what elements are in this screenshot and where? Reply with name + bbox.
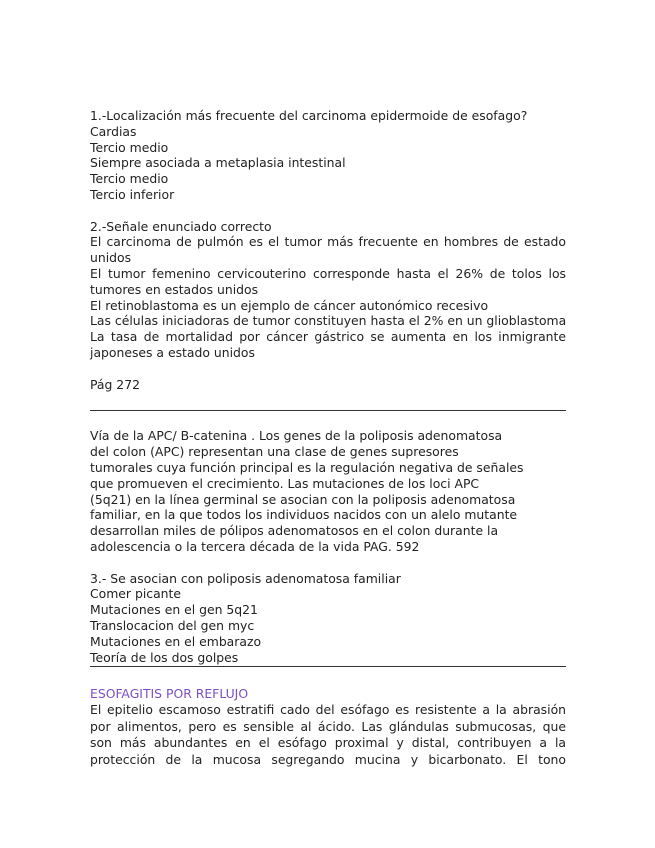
question-2 — [90, 219, 566, 361]
page-reference: Pág 272 — [90, 376, 140, 392]
reflux-heading: ESOFAGITIS POR REFLUJO — [90, 686, 249, 702]
question-1 — [90, 108, 566, 203]
question-2-line: El tumor femenino cervicouterino corresponde hasta el 26% de tolos los — [90, 265, 566, 281]
spacer — [90, 203, 566, 219]
question-1-option: Cardias — [90, 123, 137, 139]
spacer — [90, 667, 566, 686]
apc-line: familiar, en la que todos los individuos nacidos con un alelo mutante — [90, 507, 518, 523]
reflux-line: son más abundantes en el esófago proximal y distal, contribuyen a la — [90, 735, 566, 751]
question-3-option: Mutaciones en el gen 5q21 — [90, 602, 258, 618]
question-2-line: japoneses a estado unidos — [90, 344, 255, 360]
apc-line: Vía de la APC/ Β-catenina . Los genes de la poliposis adenomatosa — [90, 428, 503, 444]
question-1-option: Siempre asociada a metaplasia intestinal — [90, 155, 346, 171]
question-2-line: unidos — [90, 250, 132, 266]
question-1-option: Tercio inferior — [90, 186, 175, 202]
reflux-section — [90, 686, 566, 768]
question-3-text: 3.- Se asocian con poliposis adenomatosa familiar — [90, 570, 401, 586]
spacer — [90, 361, 566, 377]
question-3-option: Comer picante — [90, 586, 182, 602]
question-3-option: Teoría de los dos golpes — [90, 649, 239, 665]
question-2-line: Las células iniciadoras de tumor constituyen hasta el 2% en un glioblastoma — [90, 313, 567, 329]
document-page — [90, 108, 566, 768]
apc-paragraph — [90, 428, 566, 554]
reflux-paragraph — [90, 702, 566, 768]
apc-line: (5q21) en la línea germinal se asocian con la poliposis adenomatosa — [90, 491, 516, 507]
apc-line: desarrollan miles de pólipos adenomatosos en el colon durante la — [90, 523, 499, 539]
question-1-option: Tercio medio — [90, 171, 169, 187]
apc-line: que promueven el crecimiento. Las mutaciones de los loci APC — [90, 475, 480, 491]
question-3-option: Translocacion del gen myc — [90, 617, 255, 633]
apc-line: del colon (APC) representan una clase de genes supresores — [90, 444, 459, 460]
reflux-line: por alimentos, pero es sensible al ácido. Las glándulas submucosas, que — [90, 718, 566, 734]
apc-line: tumorales cuya función principal es la regulación negativa de señales — [90, 459, 524, 475]
question-2-line: El retinoblastoma es un ejemplo de cáncer autonómico recesivo — [90, 297, 489, 313]
question-2-line: La tasa de mortalidad por cáncer gástrico se aumenta en los inmigrante — [90, 329, 566, 345]
reflux-line: protección de la mucosa segregando mucina y bicarbonato. El tono — [90, 751, 566, 767]
question-2-line: tumores en estados unidos — [90, 281, 259, 297]
question-3-option: Mutaciones en el embarazo — [90, 633, 262, 649]
question-1-option: Tercio medio — [90, 139, 169, 155]
reflux-line: El epitelio escamoso estratifi cado del esófago es resistente a la abrasión — [90, 702, 566, 718]
question-2-line: El carcinoma de pulmón es el tumor más frecuente en hombres de estado — [90, 234, 566, 250]
spacer — [90, 392, 566, 410]
spacer — [90, 411, 566, 428]
question-1-text: 1.-Localización más frecuente del carcinoma epidermoide de esofago? — [90, 108, 528, 123]
spacer — [90, 555, 566, 571]
apc-line: adolescencia o la tercera década de la vida PAG. 592 — [90, 538, 420, 554]
question-3 — [90, 571, 566, 666]
question-2-text: 2.-Señale enunciado correcto — [90, 218, 272, 234]
